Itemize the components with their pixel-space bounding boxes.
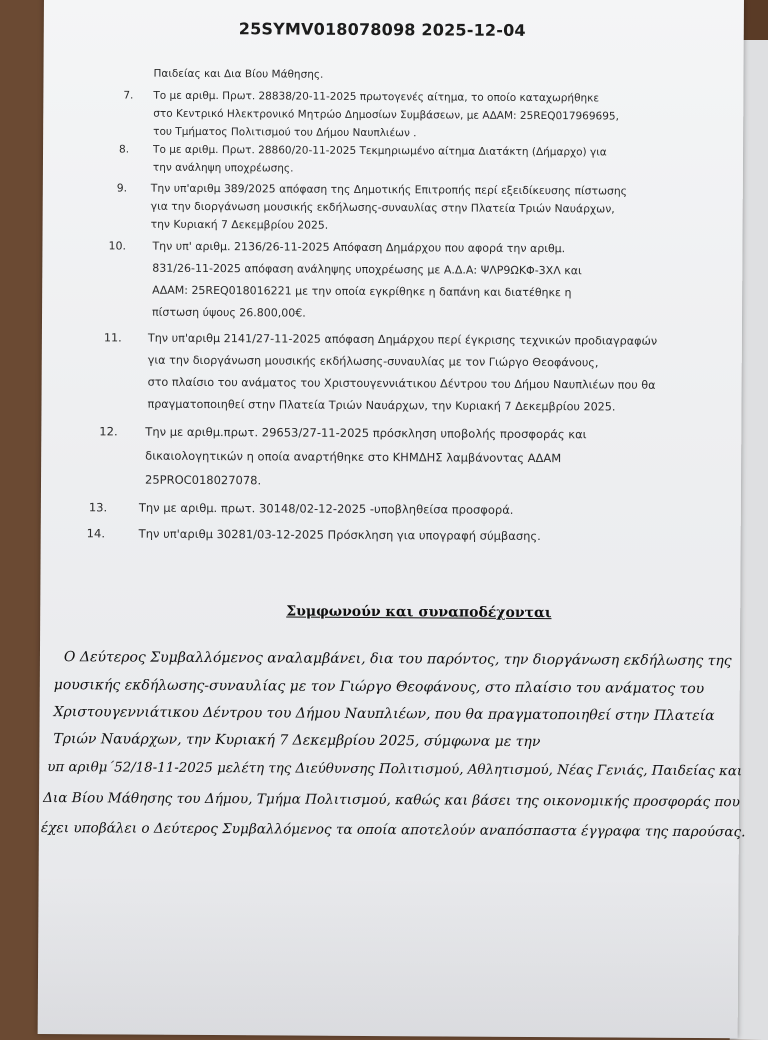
list-item-line: 831/26-11-2025 απόφαση ανάληψης υποχρέωσης με Α.Δ.Α: ΨΛΡ9ΩΚΦ-3ΧΛ και xyxy=(152,261,582,278)
agreement-paragraph-line: Χριστουγεννιάτικου Δέντρου του Δήμου Ναυπλιέων, που θα πραγματοποιηθεί στην Πλατεία xyxy=(53,704,715,725)
agreement-paragraph-line: υπ αριθμ΄52/18-11-2025 μελέτη της Διεύθυνσης Πολιτισμού, Αθλητισμού, Νέας Γενιάς, Παιδείας και xyxy=(47,760,743,780)
list-item-line: στο Κεντρικό Ηλεκτρονικό Μητρώο Δημοσίων Συμβάσεων, με ΑΔΑΜ: 25REQ017969695, xyxy=(153,107,619,123)
list-item-line: δικαιολογητικών η οποία αναρτήθηκε στο ΚΗΜΔΗΣ λαμβάνοντας ΑΔΑΜ xyxy=(145,448,562,466)
agreement-paragraph-line: έχει υποβάλει ο Δεύτερος Συμβαλλόμενος τα οποία αποτελούν αναπόσπαστα έγγραφα της παρούσας. xyxy=(40,819,746,841)
list-item-number: 8. xyxy=(119,143,130,156)
document-code-header: 25SYMV018078098 2025-12-04 xyxy=(238,19,526,40)
list-item-line: πίστωση ύψους 26.800,00€. xyxy=(152,305,306,320)
list-item-number: 14. xyxy=(86,526,106,541)
list-item-number: 7. xyxy=(123,89,134,102)
list-item-line: Την με αριθμ.πρωτ. 29653/27-11-2025 πρόσκληση υποβολής προσφοράς και xyxy=(145,424,587,442)
list-item-line: Το με αριθμ. Πρωτ. 28838/20-11-2025 πρωτογενές αίτημα, το οποίο καταχωρήθηκε xyxy=(153,89,600,105)
list-item-number: 12. xyxy=(99,424,118,439)
list-item-line: στο πλαίσιο του ανάματος του Χριστουγεννιάτικου Δέντρου του Δήμου Ναυπλιέων που θα xyxy=(147,375,656,392)
list-item-line: Παιδείας και Δια Βίου Μάθησης. xyxy=(153,67,324,81)
list-item-line: την ανάληψη υποχρέωσης. xyxy=(152,161,294,175)
agreement-paragraph-line: Δια Βίου Μάθησης του Δήμου, Τμήμα Πολιτισμού, καθώς και βάσει της οικονομικής προσφοράς που xyxy=(43,790,740,811)
list-item-number: 9. xyxy=(116,181,128,195)
list-item-line: Την υπ'αριθμ 30281/03-12-2025 Πρόσκληση για υπογραφή σύμβασης. xyxy=(138,526,541,544)
list-item-number: 10. xyxy=(108,239,127,253)
list-item-line: Το με αριθμ. Πρωτ. 28860/20-11-2025 Τεκμηριωμένο αίτημα Διατάκτη (Δήμαρχο) για xyxy=(153,143,607,159)
list-item-line: 25PROC018027078. xyxy=(144,472,262,488)
page-shadow xyxy=(38,874,739,1038)
agreement-heading: Συμφωνούν και συναποδέχονται xyxy=(286,603,552,622)
list-item-line: Την υπ'αριθμ 2141/27-11-2025 απόφαση Δημάρχου περί έγκρισης τεχνικών προδιαγραφών xyxy=(147,331,658,348)
agreement-paragraph-line: Τριών Ναυάρχων, την Κυριακή 7 Δεκεμβρίου 2025, σύμφωνα με την xyxy=(53,731,541,751)
agreement-paragraph-line: μουσικής εκδήλωσης-συναυλίας με τον Γιώργο Θεοφάνους, στο πλαίσιο του ανάματος του xyxy=(53,677,705,698)
list-item-line: πραγματοποιηθεί στην Πλατεία Τριών Ναυάρχων, την Κυριακή 7 Δεκεμβρίου 2025. xyxy=(147,397,616,414)
list-item-line: ΑΔΑΜ: 25REQ018016221 με την οποία εγκρίθηκε η δαπάνη και διατέθηκε η xyxy=(152,283,572,300)
list-item-line: Την υπ' αριθμ. 2136/26-11-2025 Απόφαση Δημάρχου που αφορά την αριθμ. xyxy=(152,239,566,256)
agreement-paragraph-line: Ο Δεύτερος Συμβαλλόμενος αναλαμβάνει, δια του παρόντος, την διοργάνωση εκδήλωσης της xyxy=(63,649,732,670)
list-item-line: την Κυριακή 7 Δεκεμβρίου 2025. xyxy=(150,217,329,232)
list-item-number: 13. xyxy=(88,500,108,515)
document-page xyxy=(38,0,744,1038)
list-item-line: του Τμήματος Πολιτισμού του Δήμου Ναυπλιέων . xyxy=(153,125,417,140)
list-item-line: Την υπ'αριθμ 389/2025 απόφαση της Δημοτικής Επιτροπής περί εξειδίκευσης πίστωσης xyxy=(150,181,628,198)
list-item-line: για την διοργάνωση μουσικής εκδήλωσης-συναυλίας με τον Γιώργο Θεοφάνους, xyxy=(147,353,599,370)
list-item-line: Την με αριθμ. πρωτ. 30148/02-12-2025 -υποβληθείσα προσφορά. xyxy=(138,500,514,517)
list-item-line: για την διοργάνωση μουσικής εκδήλωσης-συναυλίας στην Πλατεία Τριών Ναυάρχων, xyxy=(150,199,615,216)
list-item-number: 11. xyxy=(103,331,122,345)
